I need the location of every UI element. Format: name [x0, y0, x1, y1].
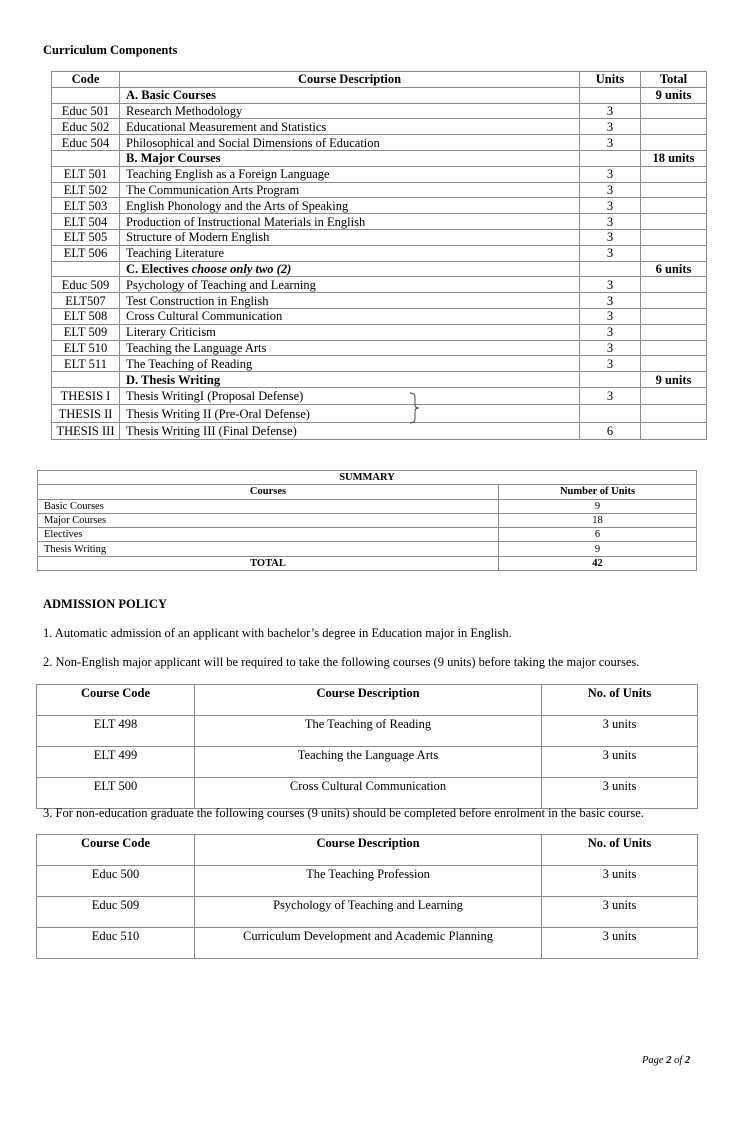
- prereq-description: Psychology of Teaching and Learning: [195, 897, 542, 928]
- prerequisite-table-2-body: [37, 835, 698, 959]
- course-units: 3: [580, 166, 641, 182]
- header-total: Total: [641, 72, 707, 88]
- section-total: 9 units: [641, 87, 707, 103]
- section-units-cell: [580, 87, 641, 103]
- course-total-cell: [641, 324, 707, 340]
- course-row: [52, 422, 707, 440]
- course-code: ELT507: [52, 293, 120, 309]
- summary-body: [38, 471, 697, 571]
- section-label-note: choose only two (2): [191, 261, 292, 276]
- summary-units: 9: [499, 542, 697, 556]
- prereq1-header-code: Course Code: [37, 685, 195, 716]
- course-code: Educ 509: [52, 277, 120, 293]
- section-row: [52, 372, 707, 388]
- header-units: Units: [580, 72, 641, 88]
- summary-title: SUMMARY: [38, 471, 697, 485]
- course-total-cell: [641, 405, 707, 423]
- course-row: [52, 214, 707, 230]
- course-total-cell: [641, 245, 707, 261]
- course-units: 3: [580, 277, 641, 293]
- prerequisite-table-2: [36, 834, 698, 959]
- course-description: Research Methodology: [120, 103, 580, 119]
- summary-header-courses: Courses: [38, 485, 499, 499]
- admission-title: ADMISSION POLICY: [43, 597, 167, 611]
- course-code: Educ 504: [52, 135, 120, 151]
- course-description: Philosophical and Social Dimensions of Education: [120, 135, 580, 151]
- course-code: Educ 502: [52, 119, 120, 135]
- prereq-row: [37, 866, 698, 897]
- summary-course: Basic Courses: [38, 499, 499, 513]
- course-units: 3: [580, 356, 641, 372]
- course-description: Teaching the Language Arts: [120, 340, 580, 356]
- prereq-code: ELT 500: [37, 778, 195, 809]
- course-code: THESIS III: [52, 422, 120, 440]
- prereq-code: Educ 510: [37, 928, 195, 959]
- summary-header-row: [38, 485, 697, 499]
- prereq-description: Cross Cultural Communication: [195, 778, 542, 809]
- course-row: [52, 324, 707, 340]
- summary-course: Electives: [38, 528, 499, 542]
- course-code: ELT 503: [52, 198, 120, 214]
- course-units: 3: [580, 324, 641, 340]
- course-row: [52, 293, 707, 309]
- summary-row: [38, 499, 697, 513]
- prereq2-header-row: [37, 835, 698, 866]
- header-description: Course Description: [120, 72, 580, 88]
- prereq-row: [37, 747, 698, 778]
- section-code-cell: [52, 261, 120, 277]
- course-row: [52, 356, 707, 372]
- course-description: Production of Instructional Materials in English: [120, 214, 580, 230]
- course-units: 3: [580, 245, 641, 261]
- course-code: ELT 505: [52, 229, 120, 245]
- course-code: THESIS I: [52, 387, 120, 405]
- course-code: ELT 509: [52, 324, 120, 340]
- section-label: [120, 372, 580, 388]
- course-row: [52, 182, 707, 198]
- prereq-code: ELT 499: [37, 747, 195, 778]
- course-description: Educational Measurement and Statistics: [120, 119, 580, 135]
- course-code: ELT 504: [52, 214, 120, 230]
- course-total-cell: [641, 198, 707, 214]
- prereq-units: 3 units: [542, 897, 698, 928]
- section-row: [52, 150, 707, 166]
- course-units: 3: [580, 182, 641, 198]
- section-label: [120, 87, 580, 103]
- course-description: Psychology of Teaching and Learning: [120, 277, 580, 293]
- course-row: [52, 119, 707, 135]
- of-word: of: [671, 1055, 685, 1066]
- course-description: Thesis Writing II (Pre-Oral Defense): [120, 405, 580, 423]
- course-total-cell: [641, 182, 707, 198]
- summary-course: Thesis Writing: [38, 542, 499, 556]
- prereq-units: 3 units: [542, 928, 698, 959]
- section-total: 9 units: [641, 372, 707, 388]
- course-total-cell: [641, 229, 707, 245]
- prereq-units: 3 units: [542, 866, 698, 897]
- course-total-cell: [641, 293, 707, 309]
- course-code: Educ 501: [52, 103, 120, 119]
- summary-units: 9: [499, 499, 697, 513]
- summary-header-units: Number of Units: [499, 485, 697, 499]
- admission-item-1: 1. Automatic admission of an applicant with bachelor’s degree in Education major in English.: [43, 626, 512, 640]
- course-units: 3: [580, 293, 641, 309]
- course-row: [52, 229, 707, 245]
- prereq2-header-units: No. of Units: [542, 835, 698, 866]
- course-total-cell: [641, 103, 707, 119]
- curriculum-header-row: [52, 72, 707, 88]
- prereq-description: The Teaching Profession: [195, 866, 542, 897]
- section-label: [120, 150, 580, 166]
- course-total-cell: [641, 340, 707, 356]
- prereq-row: [37, 928, 698, 959]
- section-label-text: B. Major Courses: [126, 151, 221, 166]
- prereq-code: Educ 509: [37, 897, 195, 928]
- course-row: [52, 277, 707, 293]
- prerequisite-table-1: [36, 684, 698, 809]
- summary-course: Major Courses: [38, 513, 499, 527]
- course-description: Cross Cultural Communication: [120, 308, 580, 324]
- course-row: [52, 166, 707, 182]
- brace-icon: [408, 392, 428, 424]
- course-total-cell: [641, 214, 707, 230]
- curriculum-body: [52, 87, 707, 440]
- course-description: English Phonology and the Arts of Speaking: [120, 198, 580, 214]
- curriculum-title: Curriculum Components: [43, 43, 178, 57]
- admission-item-3: 3. For non-education graduate the following courses (9 units) should be completed before enrolment in the basic course.: [43, 806, 644, 820]
- section-code-cell: [52, 372, 120, 388]
- summary-total-label: TOTAL: [38, 556, 499, 570]
- summary-units: 18: [499, 513, 697, 527]
- page-word: Page: [642, 1055, 667, 1066]
- prereq-row: [37, 778, 698, 809]
- prereq-row: [37, 716, 698, 747]
- course-units: [580, 405, 641, 423]
- course-description: Literary Criticism: [120, 324, 580, 340]
- course-units: 3: [580, 308, 641, 324]
- course-code: THESIS II: [52, 405, 120, 423]
- section-code-cell: [52, 87, 120, 103]
- prereq-description: Teaching the Language Arts: [195, 747, 542, 778]
- prereq1-header-description: Course Description: [195, 685, 542, 716]
- course-description: Teaching English as a Foreign Language: [120, 166, 580, 182]
- course-row: [52, 135, 707, 151]
- course-total-cell: [641, 119, 707, 135]
- course-description: The Teaching of Reading: [120, 356, 580, 372]
- course-units: 3: [580, 340, 641, 356]
- prereq-units: 3 units: [542, 716, 698, 747]
- course-description: Teaching Literature: [120, 245, 580, 261]
- course-units: 3: [580, 198, 641, 214]
- prereq2-header-code: Course Code: [37, 835, 195, 866]
- page-current: 2: [666, 1055, 672, 1066]
- page-number: [642, 1055, 690, 1066]
- course-units: 3: [580, 103, 641, 119]
- prereq2-header-description: Course Description: [195, 835, 542, 866]
- course-total-cell: [641, 356, 707, 372]
- section-row: [52, 87, 707, 103]
- course-description: The Communication Arts Program: [120, 182, 580, 198]
- prereq1-header-units: No. of Units: [542, 685, 698, 716]
- page-total: 2: [684, 1055, 691, 1066]
- section-units-cell: [580, 372, 641, 388]
- course-row: [52, 103, 707, 119]
- course-total-cell: [641, 308, 707, 324]
- course-row: [52, 245, 707, 261]
- prereq-description: Curriculum Development and Academic Planning: [195, 928, 542, 959]
- header-code: Code: [52, 72, 120, 88]
- section-units-cell: [580, 261, 641, 277]
- summary-title-row: [38, 471, 697, 485]
- course-code: ELT 510: [52, 340, 120, 356]
- course-total-cell: [641, 166, 707, 182]
- course-description: Structure of Modern English: [120, 229, 580, 245]
- summary-table: [37, 470, 697, 571]
- prereq-units: 3 units: [542, 778, 698, 809]
- prereq1-header-row: [37, 685, 698, 716]
- course-code: ELT 506: [52, 245, 120, 261]
- course-description: Thesis Writing III (Final Defense): [120, 422, 580, 440]
- course-row: [52, 198, 707, 214]
- section-label: [120, 261, 580, 277]
- course-code: ELT 508: [52, 308, 120, 324]
- summary-row: [38, 542, 697, 556]
- section-total: 6 units: [641, 261, 707, 277]
- prereq-description: The Teaching of Reading: [195, 716, 542, 747]
- admission-item-2: 2. Non-English major applicant will be required to take the following courses (9 units) before taking the major courses.: [43, 655, 640, 669]
- course-units: 3: [580, 214, 641, 230]
- course-row: [52, 308, 707, 324]
- prereq-code: ELT 498: [37, 716, 195, 747]
- prereq-code: Educ 500: [37, 866, 195, 897]
- course-units: 6: [580, 422, 641, 440]
- course-total-cell: [641, 135, 707, 151]
- section-label-text: C. Electives: [126, 261, 192, 276]
- summary-units: 6: [499, 528, 697, 542]
- summary-total-row: [38, 556, 697, 570]
- section-units-cell: [580, 150, 641, 166]
- course-code: ELT 502: [52, 182, 120, 198]
- section-label-text: D. Thesis Writing: [126, 372, 221, 387]
- course-row: [52, 340, 707, 356]
- course-units: 3: [580, 387, 641, 405]
- course-units: 3: [580, 135, 641, 151]
- course-total-cell: [641, 422, 707, 440]
- course-row: [52, 387, 707, 405]
- summary-total-value: 42: [499, 556, 697, 570]
- course-total-cell: [641, 387, 707, 405]
- prereq-row: [37, 897, 698, 928]
- course-code: ELT 511: [52, 356, 120, 372]
- course-description: Thesis WritingI (Proposal Defense): [120, 387, 580, 405]
- section-code-cell: [52, 150, 120, 166]
- section-label-text: A. Basic Courses: [126, 88, 216, 103]
- section-total: 18 units: [641, 150, 707, 166]
- summary-row: [38, 528, 697, 542]
- course-description: Test Construction in English: [120, 293, 580, 309]
- prerequisite-table-1-body: [37, 685, 698, 809]
- curriculum-table: [51, 71, 707, 440]
- course-total-cell: [641, 277, 707, 293]
- course-code: ELT 501: [52, 166, 120, 182]
- course-row: [52, 405, 707, 423]
- course-units: 3: [580, 119, 641, 135]
- summary-row: [38, 513, 697, 527]
- course-units: 3: [580, 229, 641, 245]
- section-row: [52, 261, 707, 277]
- prereq-units: 3 units: [542, 747, 698, 778]
